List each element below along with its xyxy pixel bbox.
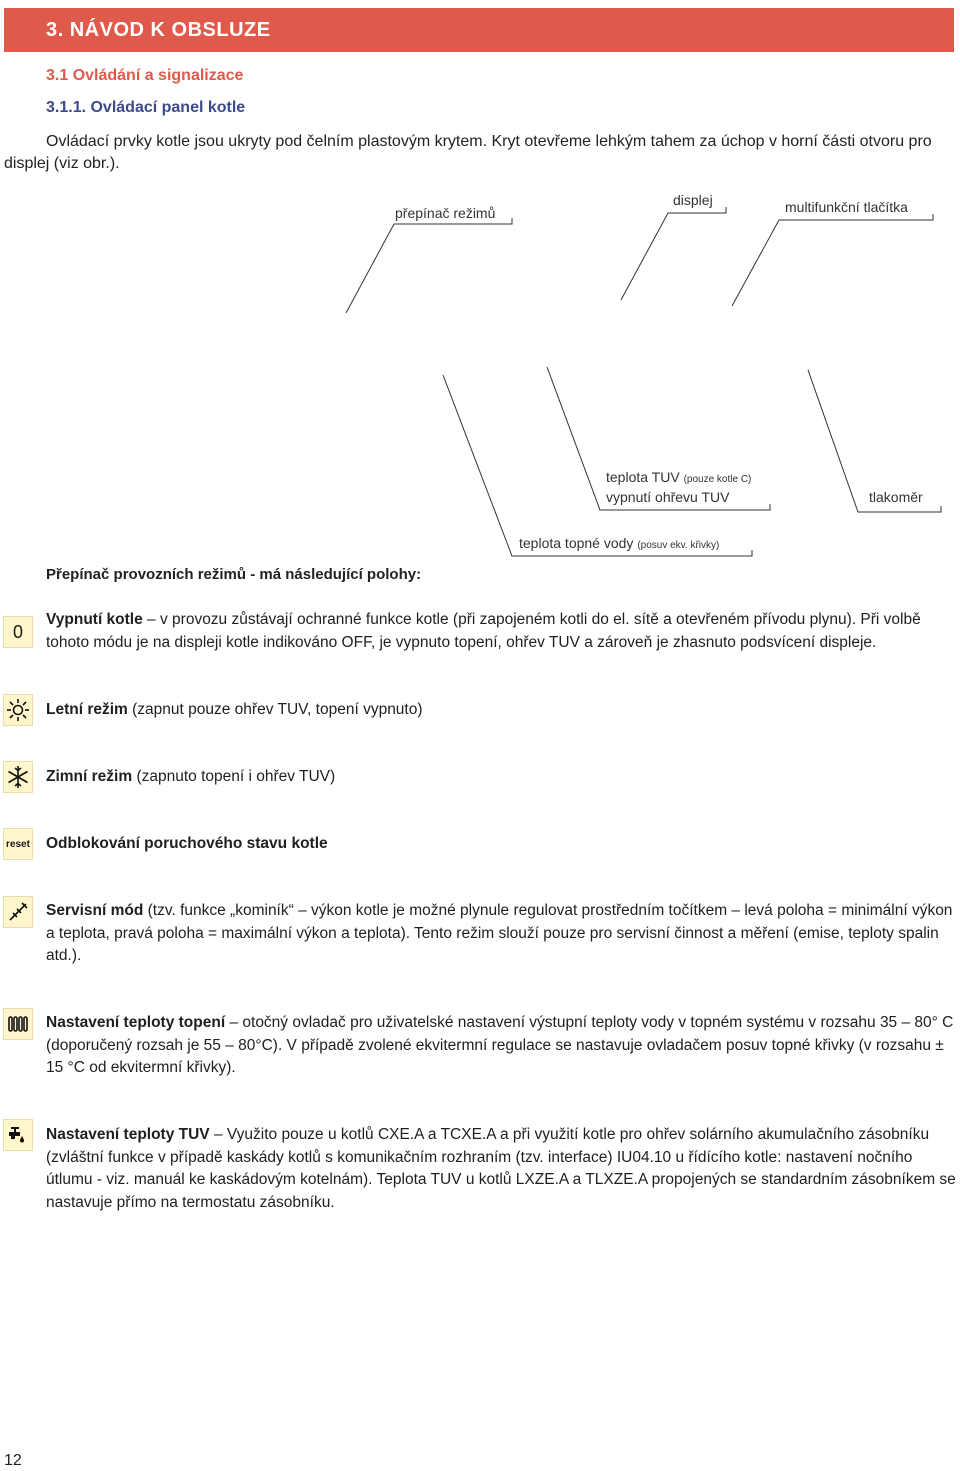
label-display: displej — [673, 192, 713, 208]
label-heating-temp-note: (posuv ekv. křivky) — [637, 540, 720, 551]
label-dhw-temp-note: (pouze kotle C) — [683, 474, 752, 485]
label-multifunction-buttons: multifunkční tlačítka — [785, 199, 908, 215]
label-heating-temp — [519, 535, 719, 551]
zero-symbol-icon: 0 — [3, 616, 33, 648]
reset-icon: reset — [3, 828, 33, 860]
mode-item-title: Odblokování poruchového stavu kotle — [46, 835, 328, 852]
page-number: 12 — [4, 1452, 22, 1469]
mode-item-service — [46, 900, 956, 968]
mode-item-title: Letní režim — [46, 701, 128, 718]
mode-item-title: Nastavení teploty topení — [46, 1014, 226, 1031]
mode-item-summer — [46, 699, 956, 722]
tap-icon — [3, 1119, 33, 1151]
subsubsection-heading: 3.1.1. Ovládací panel kotle — [46, 99, 246, 116]
mode-item-heating-temp — [46, 1012, 956, 1080]
service-tool-icon — [3, 896, 33, 928]
mode-item-text: – v provozu zůstávají ochranné funkce kotle (při zapojeném kotli do el. sítě a otevřeném přívodu plynu). Při volbě tohoto módu je na displeji kotle indikováno OFF, je vypnuto topení, ohřev TUV a zároveň je zhasnuto podsvícení displeje. — [46, 611, 921, 651]
mode-item-text: (zapnuto topení i ohřev TUV) — [132, 768, 336, 785]
sun-icon — [3, 694, 33, 726]
leader-heating — [443, 375, 752, 556]
mode-item-title: Servisní mód — [46, 902, 144, 919]
leader-multifunction — [732, 214, 933, 306]
section-title: 3. NÁVOD K OBSLUZE — [46, 19, 271, 41]
snowflake-icon — [3, 761, 33, 793]
leader-display — [621, 207, 726, 300]
mode-item-title: Zimní režim — [46, 768, 133, 785]
label-pressure-gauge: tlakoměr — [869, 489, 923, 505]
mode-item-winter — [46, 766, 956, 789]
mode-item-text: – Využito pouze u kotlů CXE.A a TCXE.A a při využití kotle pro ohřev solárního akumulačního zásobníku (zvláštní funkce v případě kaskády kotlů s komunikačním rozhraním (tzv. interface) IU04.10 u řídícího kotle: nastavení nočního útlumu - viz. manuál ke kaskádovým kotelnám). Teplota TUV u kotlů LXZE.A a TLXZE.A propojených se standardním zásobníkem se nastavuje přímo na termostatu zásobníku. — [46, 1126, 956, 1211]
mode-item-title: Vypnutí kotle — [46, 611, 143, 628]
label-dhw-off: vypnutí ohřevu TUV — [606, 489, 730, 505]
mode-item-title: Nastavení teploty TUV — [46, 1126, 210, 1143]
label-heating-temp-text: teplota topné vody — [519, 535, 634, 551]
radiator-icon — [3, 1008, 33, 1040]
subsection-heading: 3.1 Ovládání a signalizace — [46, 67, 244, 84]
mode-switch-positions-heading: Přepínač provozních režimů - má následující polohy: — [46, 566, 422, 583]
intro-paragraph: Ovládací prvky kotle jsou ukryty pod čelním plastovým krytem. Kryt otevřeme lehkým tahem za úchop v horní části otvoru pro displej (viz obr.). — [4, 133, 932, 172]
mode-item-dhw-temp — [46, 1124, 956, 1214]
label-dhw-temp — [606, 469, 751, 485]
mode-item-reset — [46, 833, 956, 856]
leader-mode-switch — [346, 218, 512, 313]
label-dhw-temp-text: teplota TUV — [606, 469, 680, 485]
mode-item-text: (tzv. funkce „kominík“ – výkon kotle je možné plynule regulovat prostředním točítkem – levá poloha = minimální výkon a teplota, pravá poloha = maximální výkon a teplota). Tento režim slouží pouze pro servisní činnost a měření (emise, teploty spalin atd.). — [46, 902, 953, 964]
label-mode-switch: přepínač režimů — [395, 205, 496, 221]
mode-item-off — [46, 609, 956, 654]
mode-item-text: (zapnut pouze ohřev TUV, topení vypnuto) — [127, 701, 423, 718]
mode-item-text: – otočný ovladač pro uživatelské nastavení výstupní teploty vody v topném systému v rozsahu 35 – 80° C (doporučený rozsah je 55 – 80°C). V případě zvolené ekvitermní regulace se nastavuje ovladačem posuv topné křivky (v rozsahu ± 15 °C od ekvitermní křivky). — [46, 1014, 954, 1076]
